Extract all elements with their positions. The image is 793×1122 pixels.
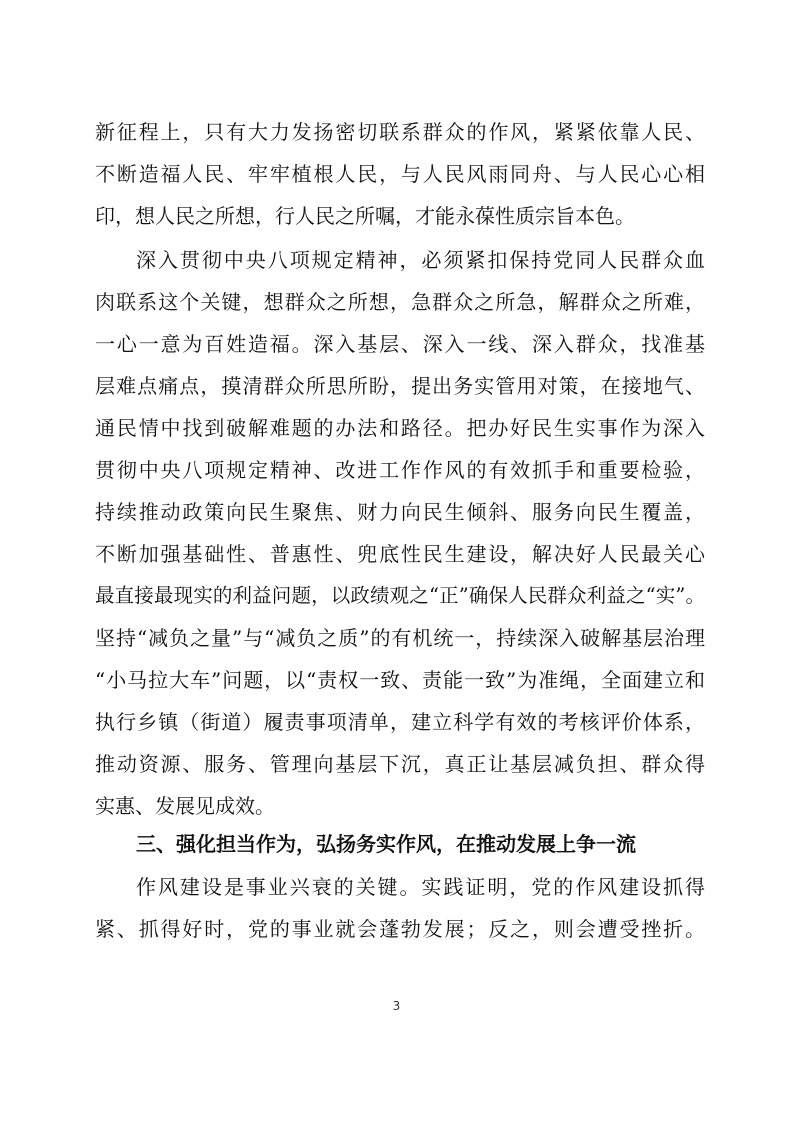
text-line: 深入贯彻中央八项规定精神，必须紧扣保持党同人民群众血 <box>136 248 705 272</box>
text-line: 坚持“减负之量”与“减负之质”的有机统一，持续深入破解基层治理 <box>95 626 705 650</box>
text-line: 执行乡镇（街道）履责事项清单，建立科学有效的考核评价体系， <box>95 710 705 734</box>
section-heading: 三、强化担当作为，弘扬务实作风，在推动发展上争一流 <box>136 832 636 856</box>
text-line: 通民情中找到破解难题的办法和路径。把办好民生实事作为深入 <box>95 416 705 440</box>
text-line: 紧、抓得好时，党的事业就会蓬勃发展；反之，则会遭受挫折。 <box>95 917 705 941</box>
text-line: 作风建设是事业兴衰的关键。实践证明，党的作风建设抓得 <box>136 875 705 899</box>
text-line: 不断造福人民、牢牢植根人民，与人民风雨同舟、与人民心心相 <box>95 162 705 186</box>
text-line: 新征程上，只有大力发扬密切联系群众的作风，紧紧依靠人民、 <box>95 120 705 144</box>
text-line: 不断加强基础性、普惠性、兜底性民生建设，解决好人民最关心 <box>95 542 705 566</box>
text-line: “小马拉大车”问题，以“责权一致、责能一致”为准绳，全面建立和 <box>95 668 705 692</box>
page-number: 3 <box>392 999 401 1013</box>
text-line: 贯彻中央八项规定精神、改进工作作风的有效抓手和重要检验， <box>95 458 705 482</box>
text-line: 最直接最现实的利益问题，以政绩观之“正”确保人民群众利益之“实”。 <box>95 584 705 607</box>
text-line: 肉联系这个关键，想群众之所想，急群众之所急，解群众之所难， <box>95 290 705 314</box>
text-line: 推动资源、服务、管理向基层下沉，真正让基层减负担、群众得 <box>95 752 705 776</box>
text-line: 持续推动政策向民生聚焦、财力向民生倾斜、服务向民生覆盖， <box>95 500 705 524</box>
text-line: 实惠、发展见成效。 <box>95 794 275 818</box>
text-line: 层难点痛点，摸清群众所思所盼，提出务实管用对策，在接地气、 <box>95 374 705 398</box>
text-line: 一心一意为百姓造福。深入基层、深入一线、深入群众，找准基 <box>95 332 705 356</box>
text-line: 印，想人民之所想，行人民之所嘱，才能永葆性质宗旨本色。 <box>95 204 635 228</box>
